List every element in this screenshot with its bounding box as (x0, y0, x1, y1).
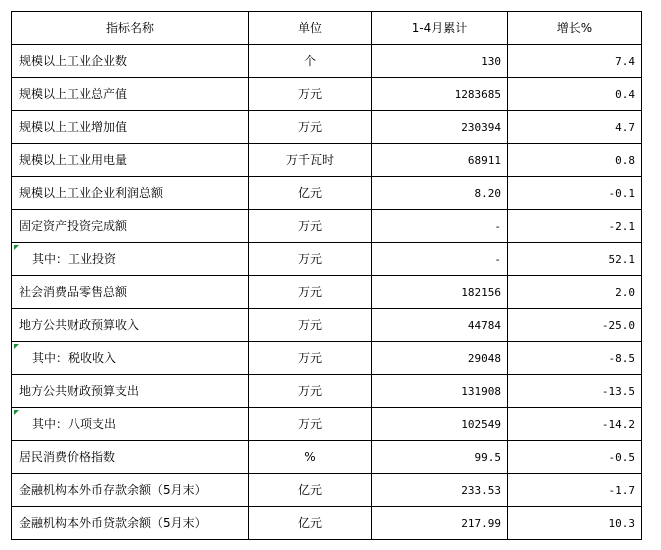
row-unit: 亿元 (249, 474, 372, 507)
table-row (12, 111, 642, 144)
row-cumulative: 8.20 (372, 177, 508, 210)
row-growth: -2.1 (508, 210, 642, 243)
table-row (12, 474, 642, 507)
table-row (12, 441, 642, 474)
row-cumulative: 68911 (372, 144, 508, 177)
row-name: 规模以上工业增加值 (12, 111, 249, 144)
row-growth: 7.4 (508, 45, 642, 78)
row-cumulative: 99.5 (372, 441, 508, 474)
row-cumulative: 130 (372, 45, 508, 78)
row-growth: 4.7 (508, 111, 642, 144)
table-header (12, 12, 642, 45)
row-name: 其中：税收收入 (32, 351, 117, 365)
row-cumulative: 230394 (372, 111, 508, 144)
row-growth: -25.0 (508, 309, 642, 342)
row-name: 金融机构本外币贷款余额（5月末） (12, 507, 249, 540)
row-growth: -0.1 (508, 177, 642, 210)
row-unit: 万千瓦时 (249, 144, 372, 177)
row-unit: 万元 (249, 78, 372, 111)
cell-comment-flag-icon (14, 245, 19, 250)
row-unit: 万元 (249, 210, 372, 243)
row-unit: 亿元 (249, 507, 372, 540)
row-name-cell (12, 243, 249, 276)
row-growth: 0.8 (508, 144, 642, 177)
row-unit: 万元 (249, 243, 372, 276)
cell-comment-flag-icon (14, 410, 19, 415)
row-cumulative: 29048 (372, 342, 508, 375)
table-row (12, 78, 642, 111)
row-growth: -0.5 (508, 441, 642, 474)
row-growth: 52.1 (508, 243, 642, 276)
row-name: 规模以上工业用电量 (12, 144, 249, 177)
row-growth: -13.5 (508, 375, 642, 408)
row-cumulative: 102549 (372, 408, 508, 441)
row-unit: 万元 (249, 375, 372, 408)
row-unit: 万元 (249, 342, 372, 375)
table-row (12, 144, 642, 177)
row-cumulative: - (372, 243, 508, 276)
row-cumulative: - (372, 210, 508, 243)
table-row (12, 177, 642, 210)
row-growth: -1.7 (508, 474, 642, 507)
row-name: 规模以上工业企业数 (12, 45, 249, 78)
table-body (12, 45, 642, 540)
table-row (12, 342, 642, 375)
table-row (12, 243, 642, 276)
row-name: 其中：八项支出 (32, 417, 117, 431)
header-row (12, 12, 642, 45)
statistics-table-container (11, 11, 642, 540)
row-cumulative: 233.53 (372, 474, 508, 507)
table-row (12, 408, 642, 441)
table-row (12, 507, 642, 540)
row-cumulative: 44784 (372, 309, 508, 342)
header-indicator-name: 指标名称 (12, 12, 249, 45)
row-unit: 个 (249, 45, 372, 78)
row-name: 地方公共财政预算支出 (12, 375, 249, 408)
table-row (12, 276, 642, 309)
row-name: 规模以上工业总产值 (12, 78, 249, 111)
table-row (12, 210, 642, 243)
row-name: 社会消费品零售总额 (12, 276, 249, 309)
row-growth: 0.4 (508, 78, 642, 111)
row-name: 居民消费价格指数 (12, 441, 249, 474)
row-unit: 亿元 (249, 177, 372, 210)
header-growth: 增长% (508, 12, 642, 45)
row-cumulative: 131908 (372, 375, 508, 408)
row-unit: 万元 (249, 309, 372, 342)
row-growth: -14.2 (508, 408, 642, 441)
row-name: 其中：工业投资 (32, 252, 117, 266)
table-row (12, 45, 642, 78)
row-name: 规模以上工业企业利润总额 (12, 177, 249, 210)
row-cumulative: 217.99 (372, 507, 508, 540)
row-name: 固定资产投资完成额 (12, 210, 249, 243)
row-name-cell (12, 342, 249, 375)
table-row (12, 375, 642, 408)
row-unit: 万元 (249, 276, 372, 309)
row-growth: 10.3 (508, 507, 642, 540)
row-unit: 万元 (249, 408, 372, 441)
row-name-cell (12, 408, 249, 441)
row-cumulative: 1283685 (372, 78, 508, 111)
header-unit: 单位 (249, 12, 372, 45)
header-cumulative: 1-4月累计 (372, 12, 508, 45)
table-row (12, 309, 642, 342)
row-unit: 万元 (249, 111, 372, 144)
row-name: 地方公共财政预算收入 (12, 309, 249, 342)
row-growth: 2.0 (508, 276, 642, 309)
row-cumulative: 182156 (372, 276, 508, 309)
row-name: 金融机构本外币存款余额（5月末） (12, 474, 249, 507)
cell-comment-flag-icon (14, 344, 19, 349)
row-unit: % (249, 441, 372, 474)
row-growth: -8.5 (508, 342, 642, 375)
statistics-table (11, 11, 642, 540)
